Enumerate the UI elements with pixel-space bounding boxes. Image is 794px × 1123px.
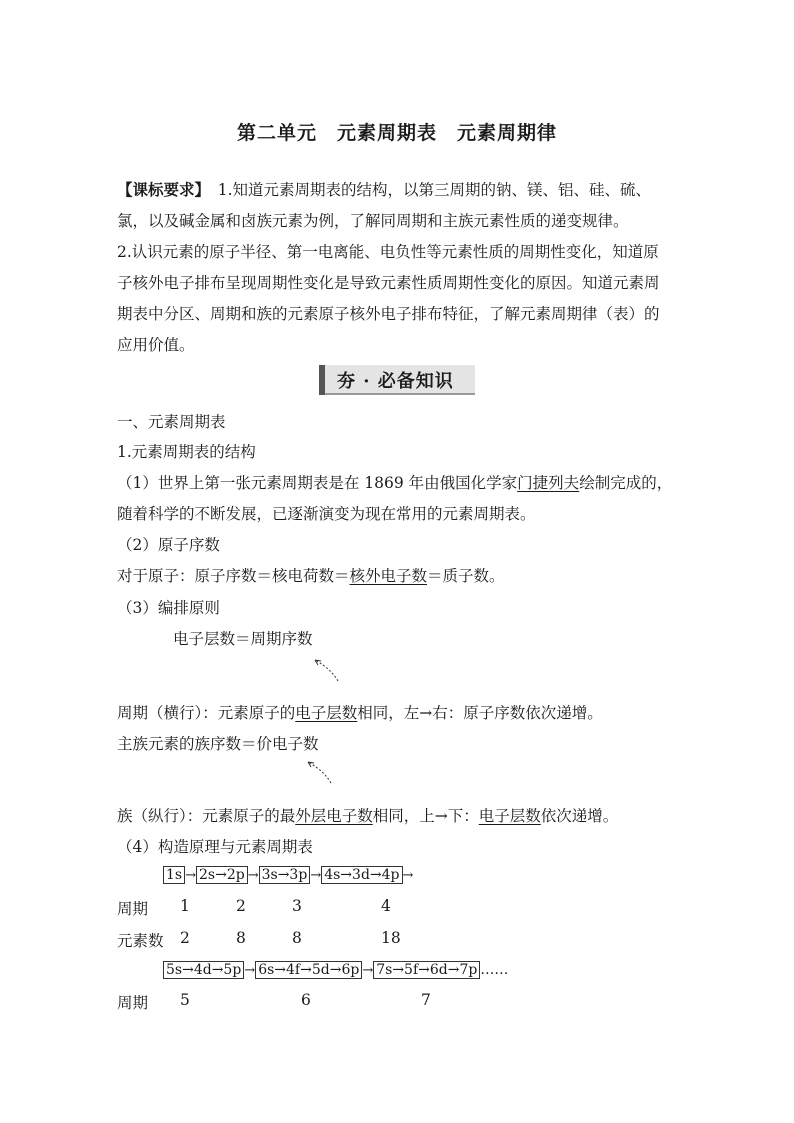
element-count: 18 bbox=[381, 929, 401, 947]
period-label-row-1: 周期 bbox=[117, 900, 149, 918]
period-rule-a: 周期（横行）：元素原子的 bbox=[117, 704, 296, 722]
equation-period: 电子层数＝周期序数 bbox=[173, 630, 313, 648]
element-count: 2 bbox=[180, 929, 190, 947]
section-heading-bar bbox=[319, 365, 325, 395]
period-number: 7 bbox=[421, 991, 431, 1009]
para-1-text-c: 绘制完成的， bbox=[579, 474, 673, 492]
equation-group: 主族元素的族序数＝价电子数 bbox=[117, 735, 319, 753]
requirements-line-4: 子核外电子排布呈现周期性变化是导致元素性质周期性变化的原因。知道元素周 bbox=[117, 274, 660, 292]
requirements-line-2: 氯，以及碱金属和卤族元素为例，了解同周期和主族元素性质的递变规律。 bbox=[117, 212, 629, 230]
requirements-line-3: 2.认识元素的原子半径、第一电离能、电负性等元素性质的周期性变化，知道原 bbox=[117, 243, 659, 261]
dashed-arrow-icon bbox=[310, 655, 342, 685]
element-count: 8 bbox=[292, 929, 302, 947]
group-rule-e: 依次递增。 bbox=[540, 807, 619, 825]
period-number: 4 bbox=[381, 897, 391, 915]
para-4-heading: （4）构造原理与元素周期表 bbox=[117, 838, 313, 856]
group-rule-answer-1: 外层电子数 bbox=[295, 807, 373, 825]
period-rule-c: 相同，左→右：原子序数依次递增。 bbox=[357, 704, 603, 722]
subsection-1-1-heading: 1.元素周期表的结构 bbox=[117, 443, 256, 461]
group-rule-answer-2: 电子层数 bbox=[478, 807, 541, 825]
section-1-heading: 一、元素周期表 bbox=[117, 413, 226, 431]
orbital-box: 3s→3p bbox=[259, 866, 311, 884]
element-count-label: 元素数 bbox=[117, 932, 164, 950]
para-2-text-c: ＝质子数。 bbox=[427, 567, 505, 585]
period-number: 3 bbox=[292, 897, 302, 915]
para-1-line-1 bbox=[117, 471, 672, 493]
orbital-box: 2s→2p bbox=[196, 866, 248, 884]
arrow-icon: → bbox=[362, 963, 374, 978]
section-heading bbox=[319, 365, 475, 395]
requirements-text-1: 1.知道元素周期表的结构，以第三周期的钠、镁、铝、硅、硫、 bbox=[202, 181, 652, 199]
element-count: 8 bbox=[236, 929, 246, 947]
para-1-text-a: （1）世界上第一张元素周期表是在 1869 年由俄国化学家 bbox=[117, 474, 518, 492]
arrow-icon: → bbox=[402, 868, 414, 883]
aufbau-sequence-row-1 bbox=[163, 866, 413, 884]
page-title: 第二单元 元素周期表 元素周期律 bbox=[236, 122, 557, 144]
requirements-label: 【课标要求】 bbox=[117, 180, 203, 199]
section-heading-text: 夯 · 必备知识 bbox=[337, 371, 454, 392]
orbital-box: 5s→4d→5p bbox=[163, 961, 244, 979]
para-3-heading: （3）编排原则 bbox=[117, 599, 220, 617]
orbital-box: 1s bbox=[163, 866, 185, 884]
requirements-line-1 bbox=[117, 178, 651, 200]
ellipsis: …… bbox=[480, 962, 509, 978]
para-2-text-a: 对于原子：原子序数＝核电荷数＝ bbox=[117, 567, 350, 585]
para-1-line-2: 随着科学的不断发展，已逐渐演变为现在常用的元素周期表。 bbox=[117, 505, 536, 523]
aufbau-sequence-row-2 bbox=[163, 961, 508, 979]
para-2-line bbox=[117, 564, 505, 586]
orbital-box: 6s→4f→5d→6p bbox=[255, 961, 362, 979]
requirements-line-5: 期表中分区、周期和族的元素原子核外电子排布特征，了解元素周期律（表）的 bbox=[117, 305, 660, 323]
period-rule-answer: 电子层数 bbox=[295, 704, 358, 722]
orbital-box: 4s→3d→4p bbox=[321, 866, 402, 884]
group-rule-line bbox=[117, 804, 618, 826]
period-number: 1 bbox=[180, 897, 190, 915]
period-label-row-2: 周期 bbox=[117, 994, 149, 1012]
group-rule-c: 相同，上→下： bbox=[372, 807, 479, 825]
para-1-answer-mendeleev: 门捷列夫 bbox=[517, 474, 580, 492]
requirements-line-6: 应用价值。 bbox=[117, 336, 195, 354]
period-number: 2 bbox=[236, 897, 246, 915]
group-rule-a: 族（纵行）：元素原子的最 bbox=[117, 807, 296, 825]
period-number: 6 bbox=[301, 991, 311, 1009]
para-2-answer: 核外电子数 bbox=[349, 567, 428, 585]
orbital-box: 7s→5f→6d→7p bbox=[373, 961, 480, 979]
arrow-icon: → bbox=[244, 963, 256, 978]
arrow-icon: → bbox=[310, 868, 322, 883]
arrow-icon: → bbox=[247, 868, 259, 883]
arrow-icon: → bbox=[185, 868, 196, 883]
period-rule-line bbox=[117, 701, 603, 723]
dashed-arrow-icon bbox=[303, 757, 335, 787]
para-2-heading: （2）原子序数 bbox=[117, 536, 220, 554]
period-number: 5 bbox=[180, 991, 190, 1009]
